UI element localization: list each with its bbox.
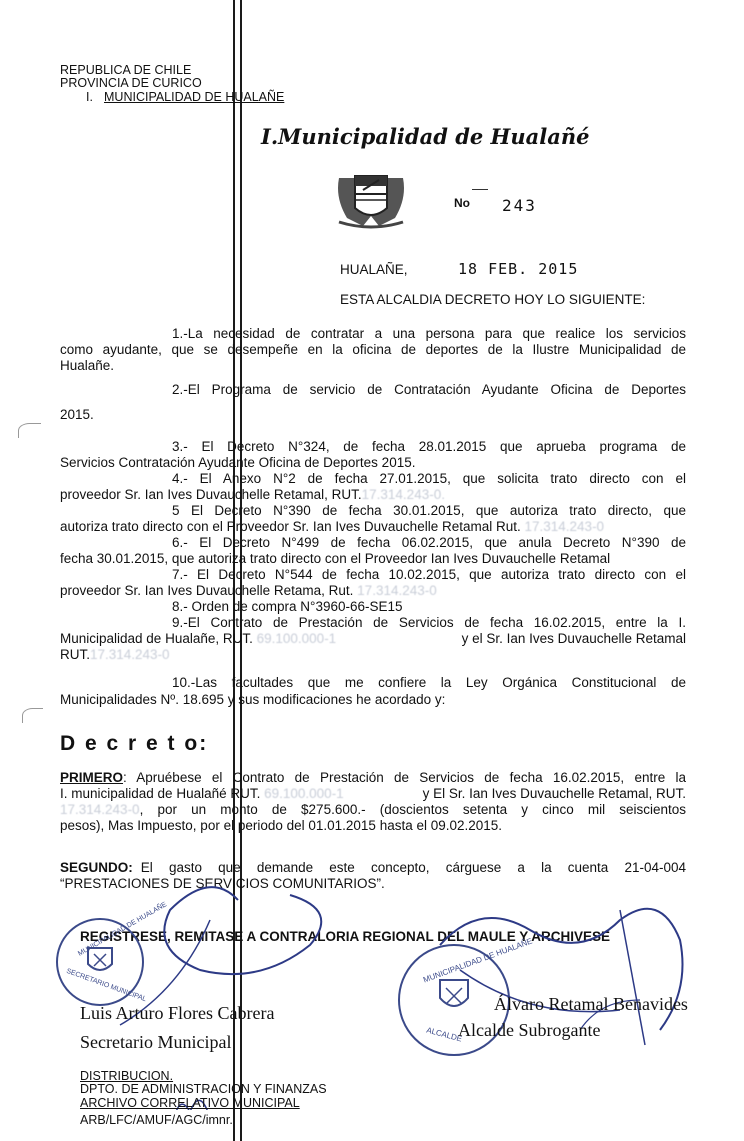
primero-party: I. municipalidad de Hualañé RUT. — [60, 786, 261, 801]
considerando-9-cont — [60, 631, 686, 647]
considerando-9-label: Municipalidad de Hualañe, RUT. — [60, 631, 253, 646]
seal-text-bottom: ALCALDE — [425, 1025, 464, 1044]
primero-line-3 — [60, 802, 686, 818]
redacted-rut: 17.314.243-0 — [90, 647, 170, 662]
primero-amount: , por un monto de $275.600.- (doscientos setenta y cinco mil seiscientos — [139, 802, 686, 817]
considerando-7-cont — [60, 583, 437, 599]
redacted-rut: 69.100.000-1 — [264, 786, 344, 801]
closing-line: REGISTRESE, REMITASE A CONTRALORIA REGIONAL DEL MAULE Y ARCHIVESE — [80, 929, 611, 944]
considerando-1-cont: como ayudante, que se desempeñe en la oficina de deportes de la Ilustre Municipalidad de — [60, 342, 686, 357]
punch-hole-mark — [22, 708, 43, 723]
considerando-9: 9.-El Contrato de Prestación de Servicios de fecha 16.02.2015, entre la I. — [172, 615, 686, 630]
secretary-name: Luis Arturo Flores Cabrera — [80, 1003, 275, 1023]
punch-hole-mark — [18, 423, 41, 438]
distribution-line-2: ARCHIVO CORRELATIVO MUNICIPAL — [80, 1096, 300, 1110]
mayor-title: Alcalde Subrogante — [458, 1020, 601, 1040]
secretary-title: Secretario Municipal — [80, 1032, 232, 1052]
date-value: 18 FEB. 2015 — [458, 260, 579, 278]
considerando-2-end: 2015. — [60, 407, 94, 422]
considerando-8: 8.- Orden de compra N°3960-66-SE15 — [172, 599, 403, 614]
considerando-3-end: Servicios Contratación Ayudante Oficina de Deportes 2015. — [60, 455, 416, 470]
seal-text-top: MUNICIPALIDAD DE HUALAÑE — [77, 901, 168, 958]
decreto-heading: D e c r e t o: — [60, 732, 209, 755]
primero-line-1 — [60, 770, 686, 786]
distribution-heading: DISTRIBUCION. — [80, 1069, 174, 1083]
considerando-4-cont — [60, 487, 445, 503]
primero-party-2: y El Sr. Ian Ives Duvauchelle Retamal, RUT. — [422, 786, 686, 801]
redacted-rut: 17.314.243-0 — [60, 802, 140, 817]
considerando-2: 2.-El Programa de servicio de Contratación Ayudante Oficina de Deportes — [172, 382, 686, 397]
considerando-10-end: Municipalidades Nº. 18.695 y sus modificaciones he acordado y: — [60, 692, 446, 707]
considerando-7: 7.- El Decreto N°544 de fecha 10.02.2015, que autoriza trato directo con el — [172, 567, 686, 582]
distribution-initials: ARB/LFC/AMUF/AGC/imnr. — [80, 1113, 233, 1127]
considerando-9-end — [60, 647, 170, 663]
segundo-line-2: “PRESTACIONES DE SERVICIOS COMUNITARIOS”. — [60, 876, 385, 891]
coat-of-arms-logo — [333, 168, 409, 230]
redacted-rut: 17.314.243-0 — [357, 583, 437, 598]
considerando-1-end: Hualañe. — [60, 358, 115, 373]
primero-line-2 — [60, 786, 686, 802]
primero-line-4: pesos), Mas Impuesto, por el periodo del 01.01.2015 hasta el 09.02.2015. — [60, 818, 503, 833]
intro-line: ESTA ALCALDIA DECRETO HOY LO SIGUIENTE: — [340, 292, 646, 307]
considerando-1: 1.-La necesidad de contratar a una persona para que realice los servicios — [172, 326, 686, 341]
considerando-6-cont: fecha 30.01.2015, que autoriza trato directo con el Proveedor Ian Ives Duvauchelle Retamal — [60, 551, 611, 566]
date-place: HUALAÑE, — [340, 262, 408, 277]
decree-number-value: 243 — [502, 196, 537, 215]
considerando-9-text — [60, 631, 336, 647]
document-title: I.Municipalidad de Hualañé — [261, 124, 590, 149]
header-prefix: I. — [86, 90, 93, 104]
segundo-text: El gasto que demande este concepto, cárguese a la cuenta 21-04-004 — [140, 860, 686, 875]
considerando-10: 10.-Las facultades que me confiere la Ley Orgánica Constitucional de — [172, 675, 686, 690]
decree-number-label: No — [454, 196, 470, 210]
header-province: PROVINCIA DE CURICO — [60, 76, 202, 90]
considerando-9-rut-label: RUT. — [60, 647, 90, 662]
header-municipality: MUNICIPALIDAD DE HUALAÑE — [104, 90, 285, 104]
redacted-rut: 17.314.243-0 — [524, 519, 605, 534]
considerando-5-text: autoriza trato directo con el Proveedor Sr. Ian Ives Duvauchelle Retamal Rut. — [60, 519, 521, 534]
mayor-name: Álvaro Retamal Benavides — [494, 994, 688, 1014]
redaction-dash — [472, 189, 488, 190]
considerando-4: 4.- El Anexo N°2 de fecha 27.01.2015, que solicita trato directo con el — [172, 471, 686, 486]
distribution-line-1: DPTO. DE ADMINISTRACION Y FINANZAS — [80, 1082, 327, 1096]
considerando-3: 3.- El Decreto N°324, de fecha 28.01.2015 que aprueba programa de — [172, 439, 686, 454]
primero-label: PRIMERO — [60, 770, 124, 785]
considerando-5: 5 El Decreto N°390 de fecha 30.01.2015, que autoriza trato directo, que — [172, 503, 686, 518]
considerando-5-cont — [60, 519, 604, 535]
redacted-rut: 17.314.243-0. — [361, 487, 445, 502]
segundo-label: SEGUNDO: — [60, 860, 133, 875]
considerando-4-text: proveedor Sr. Ian Ives Duvauchelle Retamal, RUT. — [60, 487, 362, 502]
considerando-9-party: y el Sr. Ian Ives Duvauchelle Retamal — [461, 631, 686, 646]
redacted-rut: 69.100.000-1 — [256, 631, 337, 646]
considerando-7-text: proveedor Sr. Ian Ives Duvauchelle Retama, Rut. — [60, 583, 354, 598]
primero-line-2-left — [60, 786, 344, 802]
primero-text: : Apruébese el Contrato de Prestación de Servicios de fecha 16.02.2015, entre la — [123, 770, 686, 785]
considerando-6: 6.- El Decreto N°499 de fecha 06.02.2015, que anula Decreto N°390 de — [172, 535, 686, 550]
seal-text-top: MUNICIPALIDAD DE HUALAÑE — [421, 936, 534, 985]
seal-text-bottom: SECRETARIO MUNICIPAL — [65, 967, 148, 1004]
header-country: REPUBLICA DE CHILE — [60, 63, 192, 77]
